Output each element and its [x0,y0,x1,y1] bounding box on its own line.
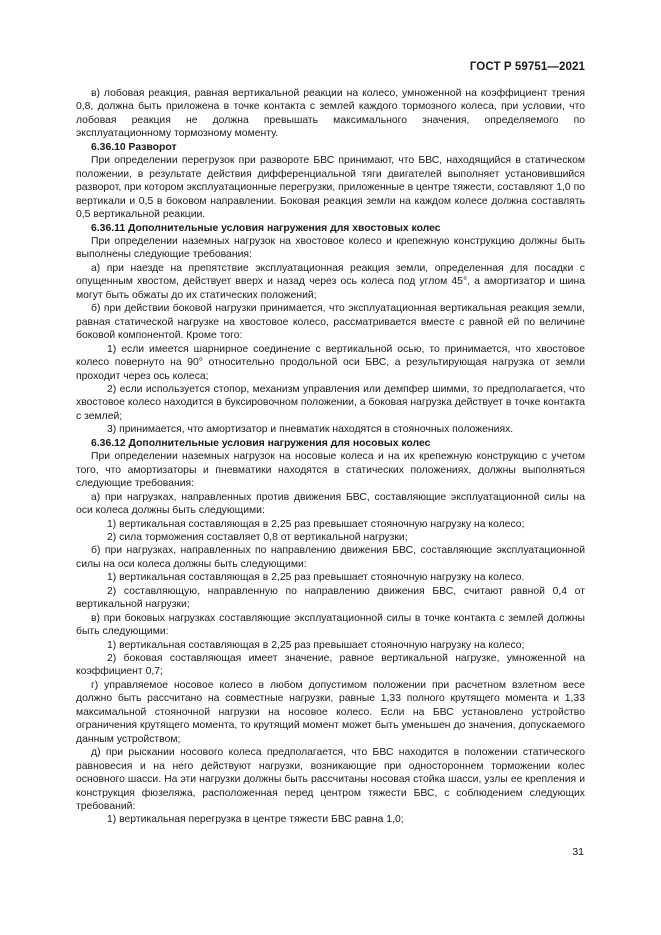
paragraph: При определении перегрузок при развороте БВС принимают, что БВС, находящийся в статическом положении, в результате действия дифференциальной тяги двигателей выполняет установившийся разворот, при котором эксплуатационные перегрузки, приложенные в центре тяжести, составляют 1,0 по вертикали и 0,5 в боковом направлении. Боковая реакция земли на каждом колесе должна составлять 0,5 вертикальной реакции. [76,155,585,221]
list-item: д) при рыскании носового колеса предполагается, что БВС находится в положении статического равновесия и на него действуют нагрузки, возникающие при одностороннем торможении колес основного шасси. На эти нагрузки должны быть рассчитаны носовая стойка шасси, узлы ее крепления и конструкция фюзеляжа, расположенная перед центром тяжести БВС, с соблюдением следующих требований: [76,747,585,813]
sub-list-item: 1) вертикальная составляющая в 2,25 раз превышает стояночную нагрузку на колесо; [107,518,525,530]
list-item: б) при нагрузках, направленных по направлению движения БВС, составляющие эксплуатационной силы на оси колеса должны быть следующими: [76,545,585,570]
sub-list-item: 2) сила торможения составляет 0,8 от вертикальной нагрузки; [107,531,408,543]
list-item: а) при наезде на препятствие эксплуатационная реакция земли, определенная для посадки с опущенным хвостом, действует вверх и назад через ось колеса под углом 45°, а амортизатор и шина могут быть обжаты до их статических положений; [76,262,585,301]
list-item: г) управляемое носовое колесо в любом допустимом положении при расчетном взлетном весе должно быть рассчитано на совместные нагрузки, равные 1,33 полного крутящего момента и 1,33 максимальной стояночной нагрузки на носовое колесо. Если на БВС установлено устройство ограничения крутящего момента, то крутящий момент может быть уменьшен до значения, допускаемого данным устройством; [76,679,585,745]
section-heading: 6.36.10 Разворот [91,141,177,153]
document-body [76,87,585,827]
paragraph: При определении наземных нагрузок на хвостовое колесо и крепежную конструкцию должны быть выполнены следующие требования: [76,235,585,261]
sub-list-item: 1) вертикальная составляющая в 2,25 раз превышает стояночную нагрузку на колесо; [107,639,525,651]
list-item: в) при боковых нагрузках составляющие эксплуатационной силы в точке контакта с землей должны быть следующими: [76,612,585,638]
list-item: б) при действии боковой нагрузки принимается, что эксплуатационная вертикальная реакция земли, равная статической нагрузке на хвостовое колесо, рассматривается вместе с равной ей по величине боковой компонентой. Кроме того: [76,303,585,342]
standard-header: ГОСТ Р 59751—2021 [469,61,585,73]
section-heading: 6.36.11 Дополнительные условия нагружения для хвостовых колес [91,222,441,234]
paragraph: При определении наземных нагрузок на носовые колеса и на их крепежную конструкцию с учетом того, что амортизаторы и пневматики находятся в статических положениях, должны выполняться следующие требования: [76,451,585,490]
sub-list-item: 2) если используется стопор, механизм управления или демпфер шимми, то предполагается, что хвостовое колесо находится в буксировочном положении, а боковая нагрузка действует в точке контакта с землей; [76,383,585,422]
sub-list-item: 1) вертикальная составляющая в 2,25 раз превышает стояночную нагрузку на колесо. [107,572,525,584]
sub-list-item: 1) вертикальная перегрузка в центре тяжести БВС равна 1,0; [107,814,404,826]
page-number: 31 [572,846,584,858]
paragraph: в) лобовая реакция, равная вертикальной реакции на колесо, умноженной на коэффициент трения 0,8, должна быть приложена в точке контакта с землей каждого тормозного колеса, при условии, что лобовая реакция не должна превышать максимального значения, определяемого по эксплуатационному тормозному моменту. [76,88,585,140]
sub-list-item: 2) составляющую, направленную по направлению движения БВС, считают равной 0,4 от вертикальной нагрузки; [76,585,585,611]
section-heading: 6.36.12 Дополнительные условия нагружения для носовых колес [91,437,431,449]
sub-list-item: 3) принимается, что амортизатор и пневматик находятся в стояночных положениях. [107,424,514,436]
sub-list-item: 2) боковая составляющая имеет значение, равное вертикальной нагрузке, умноженной на коэффициент 0,7; [76,653,585,678]
list-item: а) при нагрузках, направленных против движения БВС, составляющие эксплуатационной силы на оси колеса должны быть следующими: [76,491,585,517]
sub-list-item: 1) если имеется шарнирное соединение с вертикальной осью, то принимается, что хвостовое колесо повернуто на 90° относительно продольной оси БВС, а результирующая нагрузка от земли проходит через ось колеса; [76,343,585,382]
